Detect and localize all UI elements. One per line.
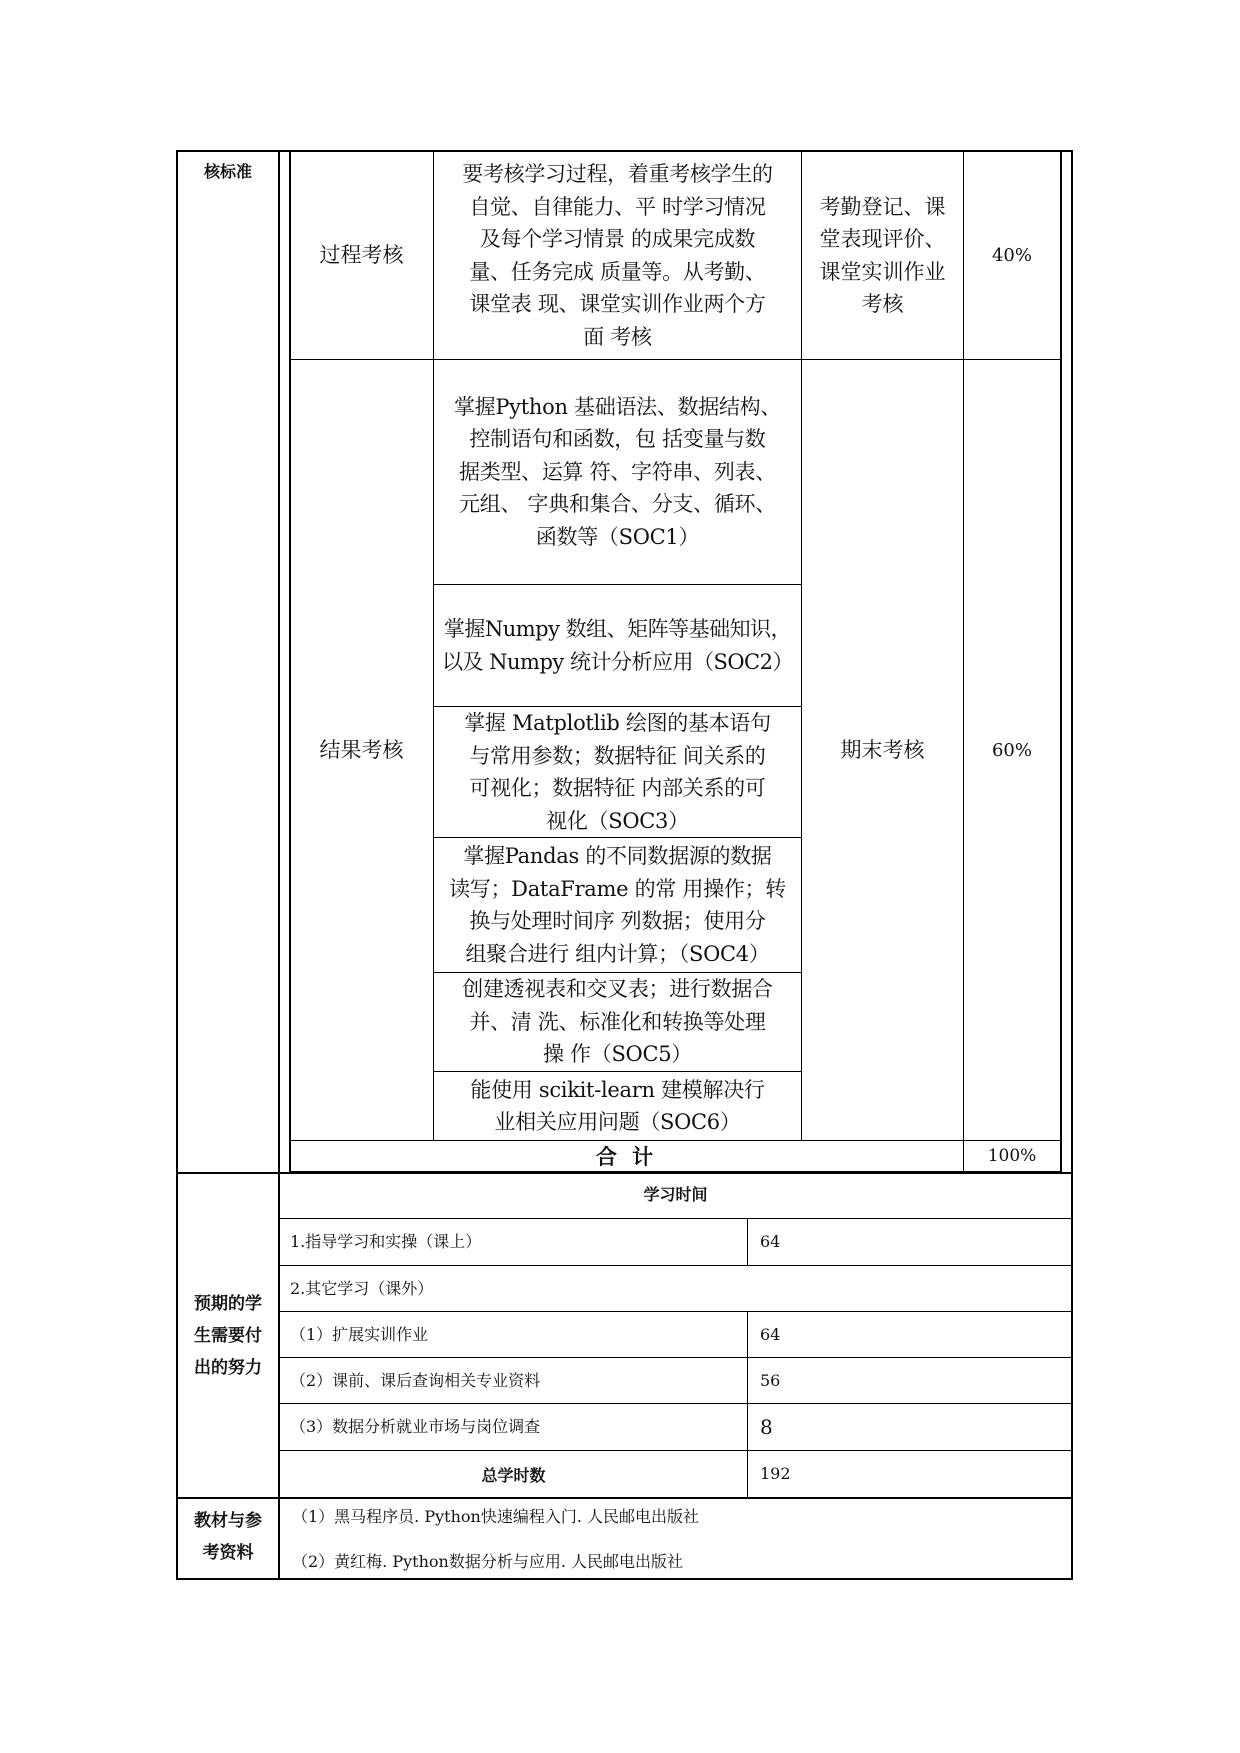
result-item-soc2: 掌握Numpy 数组、矩阵等基础知识， 以及 Numpy 统计分析应用（SOC2） <box>441 617 793 674</box>
effort-row-value: 8 <box>760 1415 773 1439</box>
result-item-soc6: 能使用 scikit-learn 建模解决行 业相关应用问题（SOC6） <box>470 1077 765 1134</box>
effort-row-value: 64 <box>760 1232 781 1251</box>
materials-section-label: 教材与参 考资料 <box>194 1511 262 1563</box>
assessment-section-label: 核标准 <box>203 161 252 181</box>
effort-row-label: 2.其它学习（课外） <box>290 1278 434 1298</box>
result-item-soc4: 掌握Pandas 的不同数据源的数据 读写；DataFrame 的常 用操作；转 换与处理时间序 列数据；使用分 组聚合进行 组内计算；（SOC4） <box>449 844 786 966</box>
process-assessment-content: 要考核学习过程，着重考核学生的 自觉、自律能力、平 时学习情况 及每个学习情景 的成果完成数 量、任务完成 质量等。从考勤、 课堂表 现、课堂实训作业两个方 面 考核 <box>462 162 773 349</box>
result-item-soc3: 掌握 Matplotlib 绘图的基本语句 与常用参数；数据特征 间关系的 可视化；数据特征 内部关系的可 视化（SOC3） <box>464 711 771 833</box>
effort-header: 学习时间 <box>643 1185 708 1204</box>
effort-row-label: （2）课前、课后查询相关专业资料 <box>290 1370 541 1390</box>
effort-row-label: 1.指导学习和实操（课上） <box>290 1232 482 1251</box>
result-assessment-weight: 60% <box>991 739 1032 761</box>
assessment-total-label: 合 计 <box>595 1145 658 1169</box>
effort-row-value: 64 <box>760 1324 781 1344</box>
process-assessment-weight: 40% <box>991 245 1032 266</box>
materials-item: （2）黄红梅. Python数据分析与应用. 人民邮电出版社 <box>292 1552 684 1571</box>
effort-row-label: （1）扩展实训作业 <box>290 1324 429 1344</box>
process-assessment-name: 过程考核 <box>319 243 404 268</box>
materials-item: （1）黑马程序员. Python快速编程入门. 人民邮电出版社 <box>292 1507 700 1526</box>
effort-total-value: 192 <box>760 1464 791 1483</box>
process-assessment-method: 考勤登记、课 堂表现评价、 课堂实训作业 考核 <box>819 194 946 316</box>
assessment-total-value: 100% <box>987 1146 1037 1166</box>
result-assessment-name: 结果考核 <box>319 737 404 762</box>
effort-row-value: 56 <box>760 1370 781 1390</box>
result-item-soc5: 创建透视表和交叉表；进行数据合 并、清 洗、标准化和转换等处理 操 作（SOC5） <box>462 977 773 1067</box>
result-assessment-method: 期末考核 <box>840 737 925 762</box>
effort-section-label: 预期的学 生需要付 出的努力 <box>194 1293 262 1378</box>
effort-total-label: 总学时数 <box>481 1465 546 1485</box>
effort-row-label: （3）数据分析就业市场与岗位调查 <box>290 1417 541 1436</box>
result-item-soc1: 掌握Python 基础语法、数据结构、 控制语句和函数，包 括变量与数 据类型、运算 符、字符串、列表、 元组、 字典和集合、分支、循环、 函数等（SOC1） <box>453 394 782 549</box>
